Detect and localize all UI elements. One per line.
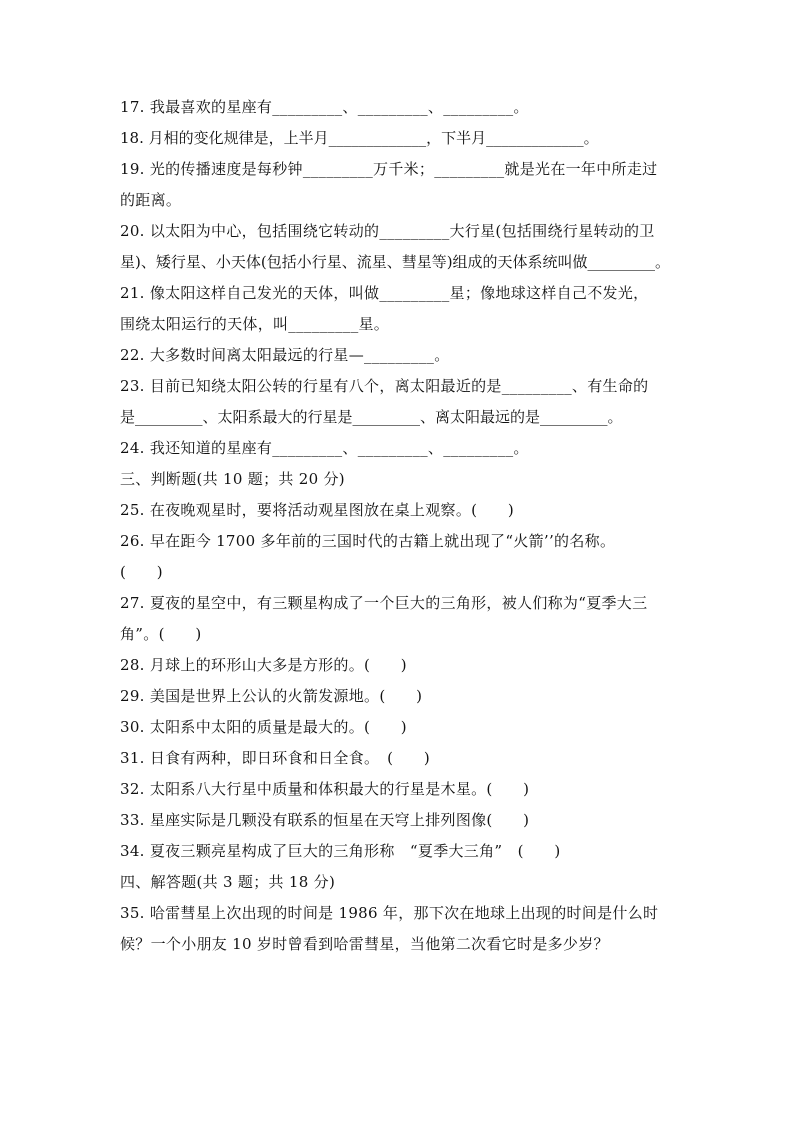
question-33-line: 33. 星座实际是几颗没有联系的恒星在天穹上排列图像( ) xyxy=(120,811,530,829)
section-3-heading: 三、判断题(共 10 题；共 20 分) xyxy=(120,470,345,488)
question-31-line: 31. 日食有两种，即日环食和日全食。 ( ) xyxy=(120,749,431,767)
question-30-line: 30. 太阳系中太阳的质量是最大的。( ) xyxy=(120,718,407,736)
question-32-line: 32. 太阳系八大行星中质量和体积最大的行星是木星。( ) xyxy=(120,780,530,798)
question-23-line-2: 是_________、太阳系最大的行星是_________、离太阳最远的是_________。 xyxy=(120,408,623,426)
question-23-line-1: 23. 目前已知绕太阳公转的行星有八个，离太阳最近的是_________、有生命的 xyxy=(120,377,649,395)
question-27-line-1: 27. 夏夜的星空中，有三颗星构成了一个巨大的三角形，被人们称为“夏季大三 xyxy=(120,594,648,612)
question-34-line: 34. 夏夜三颗亮星构成了巨大的三角形称 “夏季大三角” ( ) xyxy=(120,842,561,860)
section-4-heading: 四、解答题(共 3 题；共 18 分) xyxy=(120,873,336,891)
question-26-line-2: ( ) xyxy=(120,563,163,581)
question-20-line-1: 20. 以太阳为中心，包括围绕它转动的_________大行星(包括围绕行星转动的卫 xyxy=(120,222,655,240)
question-29-line: 29. 美国是世界上公认的火箭发源地。( ) xyxy=(120,687,423,705)
question-19-line-1: 19. 光的传播速度是每秒钟_________万千米；_________就是光在一年中所走过 xyxy=(120,160,658,178)
question-21-line-2: 围绕太阳运行的天体，叫_________星。 xyxy=(120,315,390,333)
question-22-line: 22. 大多数时间离太阳最远的行星—_________。 xyxy=(120,346,450,364)
question-27-line-2: 角”。( ) xyxy=(120,625,202,643)
question-24-line: 24. 我还知道的星座有_________、_________、_________。 xyxy=(120,439,529,457)
question-25-line: 25. 在夜晚观星时，要将活动观星图放在桌上观察。( ) xyxy=(120,501,515,519)
question-20-line-2: 星)、矮行星、小天体(包括小行星、流星、彗星等)组成的天体系统叫做_________。 xyxy=(120,253,671,271)
question-18-line: 18. 月相的变化规律是，上半月_____________，下半月_____________。 xyxy=(120,129,599,147)
question-35-line-2: 候？一个小朋友 10 岁时曾看到哈雷彗星，当他第二次看它时是多少岁？ xyxy=(120,935,609,953)
question-28-line: 28. 月球上的环形山大多是方形的。( ) xyxy=(120,656,407,674)
question-17-line: 17. 我最喜欢的星座有_________、_________、_________。 xyxy=(120,98,529,116)
question-21-line-1: 21. 像太阳这样自己发光的天体，叫做_________星；像地球这样自己不发光， xyxy=(120,284,649,302)
question-26-line-1: 26. 早在距今 1700 多年前的三国时代的古籍上就出现了“火箭’’的名称。 xyxy=(120,532,616,550)
worksheet-page xyxy=(120,92,680,960)
question-35-line-1: 35. 哈雷彗星上次出现的时间是 1986 年，那下次在地球上出现的时间是什么时 xyxy=(120,904,659,922)
question-19-line-2: 的距离。 xyxy=(120,191,182,209)
